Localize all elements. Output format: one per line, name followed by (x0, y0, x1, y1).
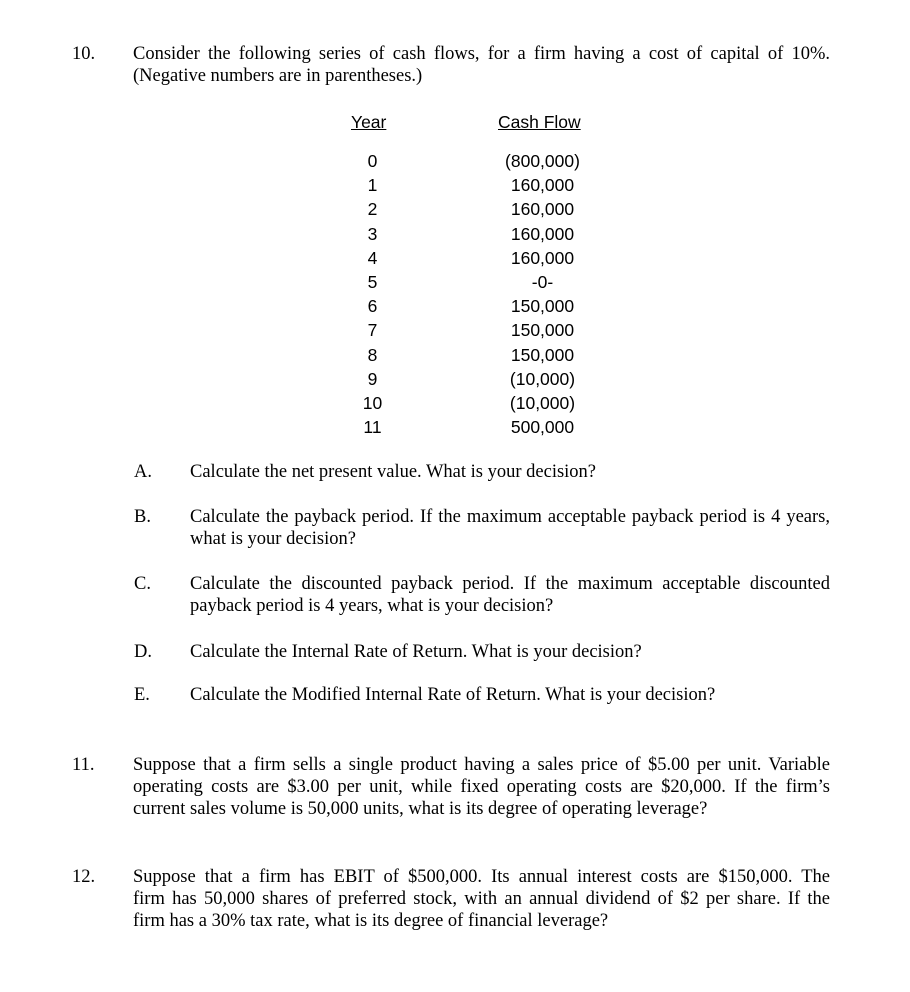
part-b-text (190, 506, 830, 550)
question-11-prompt (133, 754, 830, 820)
part-b-letter: B. (134, 507, 151, 527)
table-cell-year: 6 (367, 296, 378, 317)
year-column (330, 149, 415, 439)
part-d-text (190, 641, 830, 663)
question-11-number: 11. (72, 755, 95, 775)
table-cell-cash-flow: 150,000 (510, 296, 575, 317)
part-c-line-2: payback period is 4 years, what is your decision? (190, 596, 554, 616)
table-cell-year: 3 (367, 223, 378, 244)
table-cell-cash-flow: 150,000 (510, 344, 575, 365)
part-a-letter: A. (134, 462, 152, 482)
year-column-header: Year (351, 112, 387, 132)
table-cell-year: 10 (362, 392, 383, 413)
cash-flow-column-header: Cash Flow (498, 112, 581, 132)
table-cell-cash-flow: (10,000) (509, 368, 576, 389)
table-cell-year: 8 (367, 344, 378, 365)
question-10-line-1: Consider the following series of cash flows, for a firm having a cost of capital of 10%. (133, 44, 830, 64)
table-cell-cash-flow: (10,000) (509, 392, 576, 413)
table-cell-cash-flow: -0- (531, 271, 554, 292)
part-e-text (190, 684, 830, 706)
table-cell-year: 11 (363, 417, 382, 438)
part-b-line-2: what is your decision? (190, 529, 356, 549)
table-cell-cash-flow: (800,000) (505, 151, 580, 171)
table-cell-year: 9 (367, 368, 378, 389)
part-c-line-1: Calculate the discounted payback period. If the maximum acceptable discounted (190, 574, 830, 594)
question-12-number: 12. (72, 867, 96, 887)
part-d-letter: D. (134, 642, 152, 662)
table-cell-cash-flow: 150,000 (510, 320, 575, 341)
part-a-text (190, 461, 830, 483)
table-cell-cash-flow: 160,000 (510, 199, 575, 220)
question-10-line-2: (Negative numbers are in parentheses.) (133, 66, 423, 86)
table-cell-year: 0 (367, 151, 378, 171)
question-12-line-1: Suppose that a firm has EBIT of $500,000. Its annual interest costs are $150,000. The (133, 867, 830, 887)
question-12-line-2: firm has 50,000 shares of preferred stock, with an annual dividend of $2 per share. If the (133, 889, 830, 909)
part-b-line-1: Calculate the payback period. If the maximum acceptable payback period is 4 years, (190, 507, 830, 527)
cash-flow-column (480, 149, 605, 439)
table-cell-year: 1 (367, 175, 378, 196)
question-10-number: 10. (72, 44, 96, 64)
table-cell-cash-flow: 160,000 (510, 175, 575, 196)
part-c-text (190, 573, 830, 617)
question-11-line-1: Suppose that a firm sells a single product having a sales price of $5.00 per unit. Variable (133, 755, 830, 775)
question-12-prompt (133, 866, 830, 932)
table-cell-year: 5 (367, 271, 378, 292)
table-cell-cash-flow: 160,000 (510, 247, 575, 268)
part-e-line-1: Calculate the Modified Internal Rate of Return. What is your decision? (190, 685, 716, 705)
table-cell-cash-flow: 160,000 (510, 223, 575, 244)
table-cell-year: 2 (367, 199, 378, 220)
table-cell-year: 7 (367, 320, 378, 341)
table-cell-cash-flow: 500,000 (510, 417, 575, 438)
question-12-line-3: firm has a 30% tax rate, what is its degree of financial leverage? (133, 911, 609, 931)
question-11-line-3: current sales volume is 50,000 units, what is its degree of operating leverage? (133, 799, 708, 819)
part-a-line-1: Calculate the net present value. What is your decision? (190, 462, 597, 482)
table-cell-year: 4 (367, 247, 378, 268)
question-10-prompt (133, 43, 830, 87)
question-11-line-2: operating costs are $3.00 per unit, while fixed operating costs are $20,000. If the firm’s (133, 777, 830, 797)
part-e-letter: E. (134, 685, 150, 705)
part-d-line-1: Calculate the Internal Rate of Return. What is your decision? (190, 642, 642, 662)
part-c-letter: C. (134, 574, 151, 594)
